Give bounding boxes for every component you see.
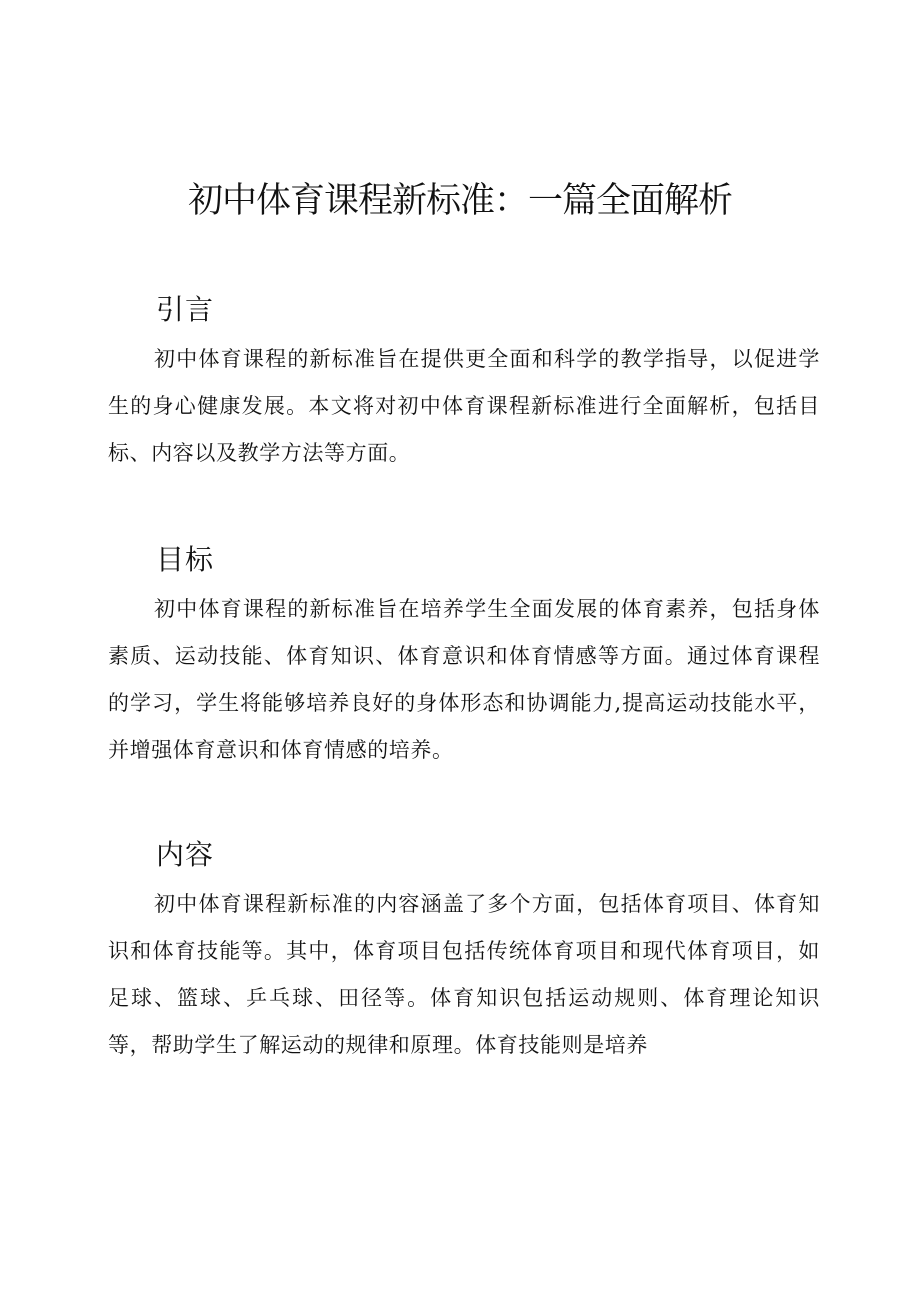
section-goals [108,540,820,774]
section-paragraph: 初中体育课程的新标准旨在提供更全面和科学的教学指导，以促进学生的身心健康发展。本文将对初中体育课程新标准进行全面解析，包括目标、内容以及教学方法等方面。 [108,347,820,465]
section-introduction [108,290,820,477]
document-title: 初中体育课程新标准：一篇全面解析 [187,181,732,221]
section-heading: 目标 [156,543,215,576]
section-heading: 引言 [156,293,215,326]
section-paragraph: 初中体育课程新标准的内容涵盖了多个方面，包括体育项目、体育知识和体育技能等。其中，体育项目包括传统体育项目和现代体育项目，如足球、篮球、乒乓球、田径等。体育知识包括运动规则、体育理论知识等，帮助学生了解运动的规律和原理。体育技能则是培养 [108,892,820,1057]
section-content [108,835,820,1069]
section-paragraph: 初中体育课程的新标准旨在培养学生全面发展的体育素养，包括身体素质、运动技能、体育知识、体育意识和体育情感等方面。通过体育课程的学习，学生将能够培养良好的身体形态和协调能力,提高运动技能水平，并增强体育意识和体育情感的培养。 [108,597,820,762]
section-heading: 内容 [156,838,215,871]
